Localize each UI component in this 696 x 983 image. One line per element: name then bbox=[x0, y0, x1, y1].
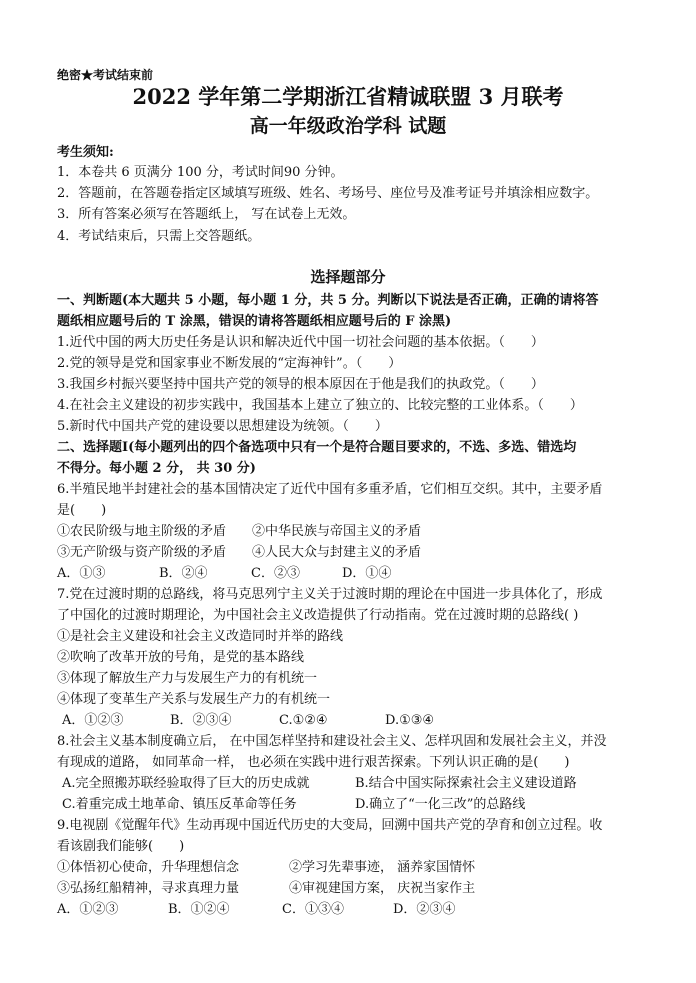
judgement-item: 2.党的领导是党和国家事业不断发展的“定海神针”。（ ） bbox=[57, 356, 402, 371]
q6-statement: ④人民大众与封建主义的矛盾 bbox=[252, 545, 422, 560]
q9-statement: ①体悟初心使命，升华理想信念 bbox=[57, 860, 240, 875]
question-9-stem: 9.电视剧《觉醒年代》生动再现中国近代历史的大变局，回溯中国共产党的孕育和创立过程。收 bbox=[57, 818, 603, 833]
q9-choice-d: D．②③④ bbox=[393, 902, 456, 917]
judgement-item: 1.近代中国的两大历史任务是认识和解决近代中国一切社会问题的基本依据。（ ） bbox=[57, 335, 544, 350]
q9-choice-c: C．①③④ bbox=[282, 902, 344, 917]
q7-choice-b: B．②③④ bbox=[170, 713, 232, 728]
part1-heading: 一、判断题(本大题共 5 小题，每小题 1 分，共 5 分。判断以下说法是否正确，正确的请将答 bbox=[57, 293, 599, 308]
judgement-item: 3.我国乡村振兴要坚持中国共产党的领导的根本原因在于他是我们的执政党。（ ） bbox=[57, 377, 544, 392]
q7-statement: ④体现了变革生产关系与发展生产力的有机统一 bbox=[57, 692, 331, 707]
notice-item: 2．答题前，在答题卷指定区域填写班级、姓名、考场号、座位号及准考证号并填涂相应数字。 bbox=[57, 186, 599, 201]
q9-statement: ④审视建国方案， 庆祝当家作主 bbox=[289, 881, 476, 896]
question-8-stem: 有现成的道路， 如同革命一样， 也必须在实践中进行艰苦探索。下列认识正确的是( ) bbox=[57, 755, 570, 770]
q8-choice-a: A.完全照搬苏联经验取得了巨大的历史成就 bbox=[62, 776, 310, 791]
q8-choice-c: C.着重完成土地革命、镇压反革命等任务 bbox=[62, 797, 297, 812]
question-7-stem: 了中国化的过渡时期理论，为中国社会主义改造提供了行动指南。党在过渡时期的总路线( ) bbox=[57, 608, 579, 623]
notice-item: 3．所有答案必须写在答题纸上， 写在试卷上无效。 bbox=[57, 207, 356, 222]
judgement-item: 5.新时代中国共产党的建设要以思想建设为统领。（ ） bbox=[57, 419, 388, 434]
secret-mark: 绝密★考试结束前 bbox=[57, 68, 154, 82]
q7-choice-c: C.①②④ bbox=[279, 713, 328, 728]
part2-heading: 不得分。每小题 2 分， 共 30 分) bbox=[57, 461, 256, 476]
section-title: 选择题部分 bbox=[310, 268, 386, 286]
q8-choice-b: B.结合中国实际探索社会主义建设道路 bbox=[355, 776, 577, 791]
question-6-stem: 6.半殖民地半封建社会的基本国情决定了近代中国有多重矛盾，它们相互交织。其中，主要矛盾 bbox=[57, 482, 603, 497]
part2-heading: 二、选择题Ⅰ(每小题列出的四个备选项中只有一个是符合题目要求的，不选、多选、错选均 bbox=[57, 440, 577, 455]
question-6-stem: 是( ) bbox=[57, 503, 107, 518]
q9-choice-b: B．①②④ bbox=[168, 902, 230, 917]
q7-statement: ③体现了解放生产力与发展生产力的有机统一 bbox=[57, 671, 318, 686]
exam-subtitle: 高一年级政治学科 试题 bbox=[249, 115, 447, 137]
q6-choice-b: B．②④ bbox=[159, 566, 208, 581]
q6-statement: ③无产阶级与资产阶级的矛盾 bbox=[57, 545, 227, 560]
q6-choice-a: A．①③ bbox=[57, 566, 106, 581]
notice-item: 1．本卷共 6 页满分 100 分，考试时间90 分钟。 bbox=[57, 165, 344, 180]
q7-statement: ②吹响了改革开放的号角，是党的基本路线 bbox=[57, 650, 305, 665]
notice-item: 4．考试结束后，只需上交答题纸。 bbox=[57, 229, 261, 244]
question-7-stem: 7.党在过渡时期的总路线，将马克思列宁主义关于过渡时期的理论在中国进一步具体化了，形成 bbox=[57, 587, 603, 602]
q6-choice-d: D．①④ bbox=[342, 566, 392, 581]
exam-title: 2022 学年第二学期浙江省精诚联盟 3 月联考 bbox=[132, 84, 564, 109]
part1-heading: 题纸相应题号后的 T 涂黑，错误的请将答题纸相应题号后的 F 涂黑) bbox=[57, 314, 452, 329]
question-9-stem: 看该剧我们能够( ) bbox=[57, 839, 185, 854]
q6-choice-c: C．②③ bbox=[251, 566, 300, 581]
q6-statement: ①农民阶级与地主阶级的矛盾 bbox=[57, 524, 227, 539]
judgement-item: 4.在社会主义建设的初步实践中，我国基本上建立了独立的、比较完整的工业体系。（ ） bbox=[57, 398, 583, 413]
q8-choice-d: D.确立了“一化三改”的总路线 bbox=[355, 797, 526, 812]
q7-choice-a: A．①②③ bbox=[62, 713, 124, 728]
q9-statement: ③弘扬红船精神，寻求真理力量 bbox=[57, 881, 240, 896]
q9-statement: ②学习先辈事迹， 涵养家国情怀 bbox=[289, 860, 476, 875]
q9-choice-a: A．①②③ bbox=[57, 902, 119, 917]
question-8-stem: 8.社会主义基本制度确立后， 在中国怎样坚持和建设社会主义、怎样巩固和发展社会主义，并没 bbox=[57, 734, 607, 749]
q6-statement: ②中华民族与帝国主义的矛盾 bbox=[252, 524, 422, 539]
q7-statement: ①是社会主义建设和社会主义改造同时并举的路线 bbox=[57, 629, 344, 644]
q7-choice-d: D.①③④ bbox=[385, 713, 435, 728]
notice-heading: 考生须知: bbox=[57, 145, 114, 160]
